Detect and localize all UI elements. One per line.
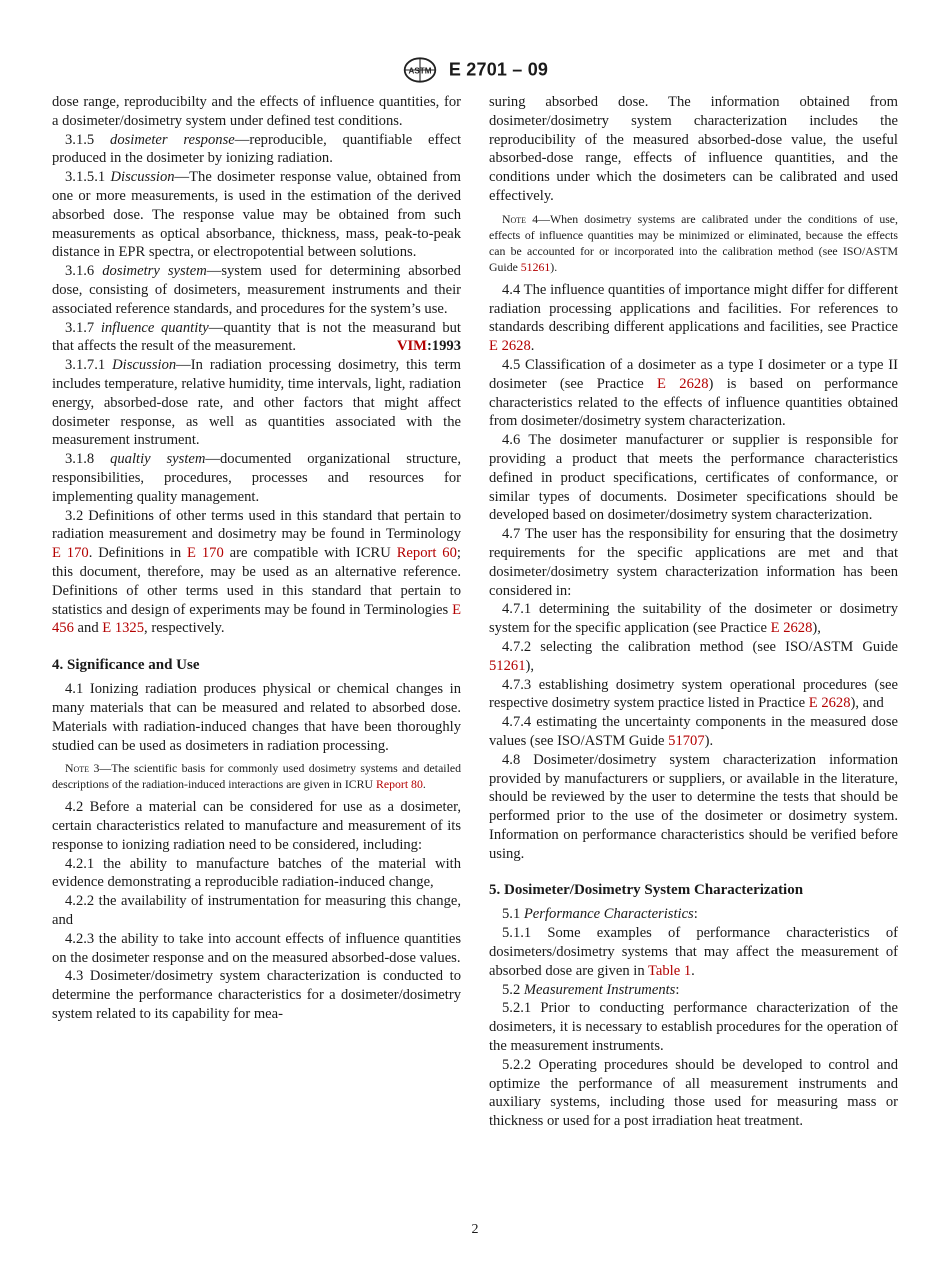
paragraph-4-2-2: 4.2.2 the availability of instrumentation for measuring this change, and <box>52 893 461 929</box>
vim-link[interactable]: VIM <box>396 338 427 355</box>
page-number: 2 <box>471 1222 479 1237</box>
e2628-link[interactable]: E 2628 <box>657 375 709 392</box>
paragraph-4-2: 4.2 Before a material can be considered for use as a dosimeter, certain characteristics related to manufacture and measurement of its response to ionizing radiation need to be considered, including: <box>52 799 461 853</box>
paragraph-5-2-2: 5.2.2 Operating procedures should be developed to control and optimize the performance of all measurement instruments and auxiliary systems, including those used for measuring mass or thickness or used for a post irradiation heat treatment. <box>489 1056 898 1130</box>
e170-link[interactable]: E 170 <box>52 545 89 562</box>
term: dosimeter response <box>110 131 235 148</box>
e1325-link[interactable]: E 1325 <box>102 620 145 637</box>
astm-logo-text: ASTM <box>408 66 432 76</box>
e2628-link[interactable]: E 2628 <box>770 620 813 637</box>
term: Measurement Instruments <box>523 981 676 998</box>
table1-link[interactable]: Table 1 <box>648 962 692 979</box>
term: Performance Characteristics <box>523 906 694 923</box>
report60-link[interactable]: Report 60 <box>396 545 457 562</box>
paragraph-5-1: 5.1 Performance Characteristics: <box>502 906 698 923</box>
paragraph-5-2-1: 5.2.1 Prior to conducting performance characterization of the dosimeters, it is necessary to establish procedures for the operation of the measurement instruments. <box>489 1000 898 1055</box>
paragraph-4-2-3: 4.2.3 the ability to take into account effects of influence quantities on the dosimeter response and on the measured absorbed-dose values. <box>52 930 461 966</box>
paragraph-4-7-4: 4.7.4 estimating the uncertainty components in the measured dose values (see ISO/ASTM Guide 51707). <box>489 714 898 749</box>
left-column <box>52 93 461 1024</box>
paragraph-4-6: 4.6 The dosimeter manufacturer or supplier is responsible for providing a product that meets the performance characteristics defined in product specifications, certificates of conformance, or similar types of documents. Dosimeter specifications should be developed based on dosimeter/dosimetry system characterization. <box>489 432 898 524</box>
note-4: Note 4—When dosimetry systems are calibrated under the conditions of use, effects of influence quantities may be minimized or eliminated, because the effects can be accounted for or incorporated into the calibration method (see ISO/ASTM Guide 51261). <box>489 211 898 274</box>
report80-link[interactable]: Report 80 <box>376 777 423 792</box>
paragraph-3-1-5-1: 3.1.5.1 Discussion—The dosimeter response value, obtained from one or more measurements, is used in the estimation of the derived absorbed dose. The response value may be obtained from such measurements as optical absorbance, thickness, mass, peak-to-peak distance in EPR spectra, or electropotential between solutions. <box>52 169 462 261</box>
term: influence quantity <box>100 319 209 336</box>
iso51707-link[interactable]: 51707 <box>668 732 705 749</box>
paragraph-3-1-7: 3.1.7 influence quantity—quantity that is not the measurand but that affects the result of the measurement. VIM:1993 <box>52 319 461 355</box>
note-3: Note 3—The scientific basis for commonly used dosimetry systems and detailed descriptions of the radiation-induced interactions are given in ICRU Report 80. <box>52 761 461 792</box>
paragraph-4-1: 4.1 Ionizing radiation produces physical or chemical changes in many materials that can be measured and related to absorbed dose. Materials with radiation-induced changes that have been thoroughly studied can be used as dosimeters in radiation processing. <box>52 681 461 754</box>
term: Discussion <box>110 169 175 186</box>
e2628-link[interactable]: E 2628 <box>489 338 531 355</box>
term: Discussion <box>112 357 177 374</box>
paragraph-3-1-7-1: 3.1.7.1 Discussion—In radiation processing dosimetry, this term includes temperature, relative humidity, time intervals, light, radiation energy, absorbed-dose rate, and other factors that might affect dosimeter response, as well as quantities associated with the measurement instrument. <box>52 357 461 449</box>
paragraph-4-7-3: 4.7.3 establishing dosimetry system operational procedures (see respective dosimetry system practice listed in Practice E 2628), and <box>489 676 898 712</box>
paragraph-4-7-1: 4.7.1 determining the suitability of the dosimeter or dosimetry system for the specific application (see Practice E 2628), <box>489 601 898 637</box>
paragraph-4-8: 4.8 Dosimeter/dosimetry system characterization information provided by manufacturers or suppliers, or available in the literature, should be reviewed by the user to determine the tests that should be performed prior to the use of the dosimeter or dosimetry system. Information on performance characteristics should be verified before using. <box>489 751 898 862</box>
page-header <box>0 55 950 85</box>
e170-link[interactable]: E 170 <box>187 545 224 562</box>
document-designation: E 2701 – 09 <box>448 59 549 80</box>
paragraph-4-2-1: 4.2.1 the ability to manufacture batches of the material with evidence demonstrating a reproducible radiation-induced change, <box>52 855 461 891</box>
paragraph-5-1-1: 5.1.1 Some examples of performance characteristics of dosimeters/dosimetry systems that may affect the measurement of absorbed dose are given in Table 1. <box>489 925 898 979</box>
paragraph-4-4: 4.4 The influence quantities of importance might differ for different radiation processing applications and facilities. For references to standards describing different applications and facilities, see Practice E 2628. <box>489 281 898 355</box>
paragraph-4-7-2: 4.7.2 selecting the calibration method (see ISO/ASTM Guide 51261), <box>489 638 898 674</box>
e456-link[interactable]: E 456 <box>52 601 461 637</box>
paragraph-4-3: 4.3 Dosimeter/dosimetry system characterization is conducted to determine the performance characteristics for a dosimeter/dosimetry system related to its capability for mea- <box>52 968 461 1023</box>
paragraph-3-2: 3.2 Definitions of other terms used in this standard that pertain to radiation measurement and dosimetry may be found in Terminology E 170. Definitions in E 170 are compatible with ICRU Report 60; this document, therefore, may be used as an alternative reference. Definitions of other terms used in this standard that pertain to statistics and design of experiments may be found in Terminologies E 456 and E 1325, respectively. <box>52 507 461 637</box>
paragraph: suring absorbed dose. The information obtained from dosimeter/dosimetry system characterization includes the reproducibility of the measured absorbed-dose value, the useful absorbed-dose range, effects of influence quantities, and the conditions under which the dosimeters can be calibrated and used effectively. <box>489 94 898 204</box>
section-4-heading: 4. Significance and Use <box>52 657 200 674</box>
astm-logo-icon <box>402 55 438 85</box>
paragraph-3-1-6: 3.1.6 dosimetry system—system used for determining absorbed dose, consisting of dosimeters, measurement instruments and their associated reference standards, and procedures for the system’s use. <box>52 263 461 317</box>
paragraph-3-1-5: 3.1.5 dosimeter response—reproducible, quantifiable effect produced in the dosimeter by ionizing radiation. <box>52 131 461 167</box>
paragraph: dose range, reproducibilty and the effects of influence quantities, for a dosimeter/dosimetry system under defined test conditions. <box>52 94 461 129</box>
e2628-link[interactable]: E 2628 <box>808 695 851 712</box>
term: dosimetry system <box>102 263 207 280</box>
paragraph-5-2: 5.2 Measurement Instruments: <box>502 981 680 998</box>
paragraph-4-5: 4.5 Classification of a dosimeter as a type I dosimeter or a type II dosimeter (see Practice E 2628) is based on performance characteristics related to the effects of influence quantities obtained from dosimeter/dosimetry system characterization. <box>489 356 898 430</box>
term: qualtiy system <box>110 451 206 468</box>
paragraph-3-1-8: 3.1.8 qualtiy system—documented organizational structure, responsibilities, procedures, processes and resources for implementing quality management. <box>52 451 461 505</box>
right-column <box>489 93 898 1131</box>
iso51261-link[interactable]: 51261 <box>489 657 526 674</box>
section-5-heading: 5. Dosimeter/Dosimetry System Characterization <box>489 882 804 899</box>
paragraph-4-7: 4.7 The user has the responsibility for ensuring that the dosimetry requirements for the specific applications are met and that dosimeter/dosimetry system characterization information has been considered in: <box>489 526 898 599</box>
iso51261-link[interactable]: 51261 <box>520 259 551 274</box>
